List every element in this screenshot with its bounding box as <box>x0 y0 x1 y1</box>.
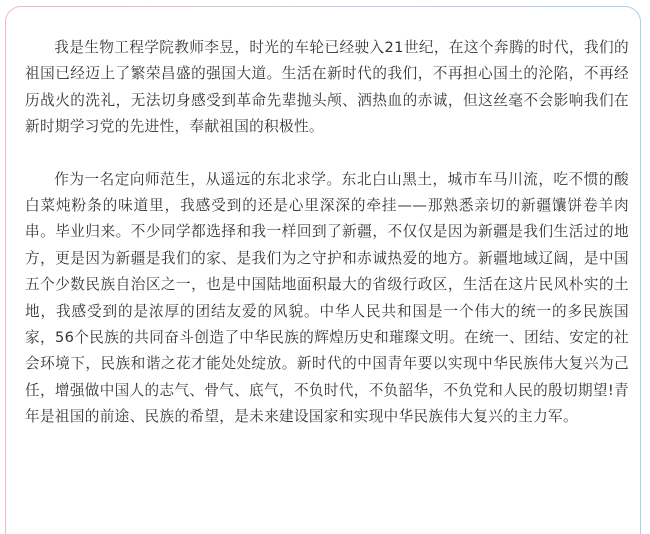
article-paragraph-2: 作为一名定向师范生，从遥远的东北求学。东北白山黑土，城市车马川流，吃不惯的酸白菜炖粉条的味道里，我感受到的还是心里深深的牵挂——那熟悉亲切的新疆馕饼卷羊肉串。毕业归来。不少同学都选择和我一样回到了新疆，不仅仅是因为新疆是我们生活过的地方，更是因为新疆是我们的家、是我们为之守护和赤诚热爱的地方。新疆地域辽阔，是中国五个少数民族自治区之一，也是中国陆地面积最大的省级行政区，生活在这片民风朴实的土地，我感受到的是浓厚的团结友爱的风貌。中华人民共和国是一个伟大的统一的多民族国家，56个民族的共同奋斗创造了中华民族的辉煌历史和璀璨文明。在统一、团结、安定的社会环境下，民族和谐之花才能处处绽放。新时代的中国青年要以实现中华民族伟大复兴为己任，增强做中国人的志气、骨气、底气，不负时代，不负韶华，不负党和人民的殷切期望!青年是祖国的前途、民族的希望，是未来建设国家和实现中华民族伟大复兴的主力军。 <box>25 170 629 426</box>
article-body <box>25 35 629 431</box>
article-paragraph-1: 我是生物工程学院教师李昱，时光的车轮已经驶入21世纪，在这个奔腾的时代，我们的祖国已经迈上了繁荣昌盛的强国大道。生活在新时代的我们，不再担心国土的沦陷，不再经历战火的洗礼，无法切身感受到革命先辈抛头颅、洒热血的赤诚，但这丝毫不会影响我们在新时期学习党的先进性，奉献祖国的积极性。 <box>25 39 629 136</box>
